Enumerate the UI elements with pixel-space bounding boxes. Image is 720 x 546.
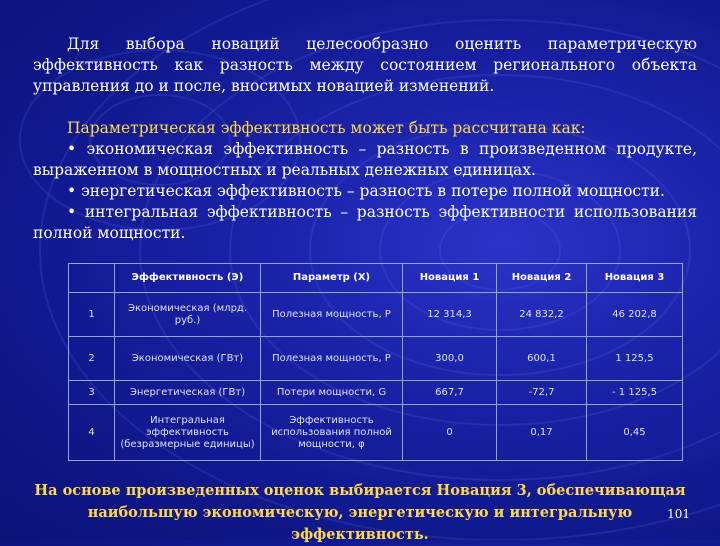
table-row bbox=[69, 337, 683, 381]
table-cell: 4 bbox=[69, 405, 115, 461]
header-cell-index bbox=[69, 264, 115, 293]
table-cell: 300,0 bbox=[403, 337, 497, 381]
table-row bbox=[69, 405, 683, 461]
bullet-economic: • экономическая эффективность – разность в произведенном продукте, выраженном в мощностных и реальных денежных единицах. bbox=[33, 139, 697, 181]
header-cell-efficiency: Эффективность (Э) bbox=[115, 264, 261, 293]
table-cell: 667,7 bbox=[403, 381, 497, 405]
table-cell: 1 bbox=[69, 293, 115, 337]
bullet-integral: • интегральная эффективность – разность эффективности использования полной мощности. bbox=[33, 202, 697, 244]
table-cell: 24 832,2 bbox=[497, 293, 587, 337]
header-cell-parameter: Параметр (X) bbox=[261, 264, 403, 293]
table-row bbox=[69, 381, 683, 405]
table-cell: 0 bbox=[403, 405, 497, 461]
header-cell-novation-3: Новация 3 bbox=[587, 264, 683, 293]
table-cell: -72,7 bbox=[497, 381, 587, 405]
table-cell: Экономическая (ГВт) bbox=[115, 337, 261, 381]
definition-paragraph: Параметрическая эффективность может быть рассчитана как: bbox=[67, 119, 586, 137]
table-header-row bbox=[69, 264, 683, 293]
header-cell-novation-2: Новация 2 bbox=[497, 264, 587, 293]
table-cell: Полезная мощность, P bbox=[261, 337, 403, 381]
table-cell: Потери мощности, G bbox=[261, 381, 403, 405]
table-row bbox=[69, 293, 683, 337]
table-cell: 2 bbox=[69, 337, 115, 381]
table-cell: - 1 125,5 bbox=[587, 381, 683, 405]
table-cell: 1 125,5 bbox=[587, 337, 683, 381]
table-cell: Полезная мощность, P bbox=[261, 293, 403, 337]
table-cell: Экономическая (млрд. руб.) bbox=[115, 293, 261, 337]
page-number: 101 bbox=[667, 507, 690, 521]
table-cell: Эффективность использования полной мощности, φ bbox=[261, 405, 403, 461]
conclusion-text: На основе произведенных оценок выбирается Новация 3, обеспечивающая наибольшую экономическую, энергетическую и интегральную эффективность. bbox=[34, 482, 686, 543]
bullet-energy: • энергетическая эффективность – разность в потере полной мощности. bbox=[33, 181, 697, 202]
table-cell: Интегральная эффективность (безразмерные единицы) bbox=[115, 405, 261, 461]
table-cell: 46 202,8 bbox=[587, 293, 683, 337]
table-cell: 3 bbox=[69, 381, 115, 405]
table-cell: 0,17 bbox=[497, 405, 587, 461]
table-cell: Энергетическая (ГВт) bbox=[115, 381, 261, 405]
intro-paragraph: Для выбора новаций целесообразно оценить параметрическую эффективность как разность между состоянием регионального объекта управления до и после, вносимых новацией изменений. bbox=[33, 35, 697, 95]
table-cell: 600,1 bbox=[497, 337, 587, 381]
table-cell: 12 314,3 bbox=[403, 293, 497, 337]
header-cell-novation-1: Новация 1 bbox=[403, 264, 497, 293]
table-cell: 0,45 bbox=[587, 405, 683, 461]
efficiency-table bbox=[68, 263, 683, 461]
body-text bbox=[33, 34, 697, 244]
